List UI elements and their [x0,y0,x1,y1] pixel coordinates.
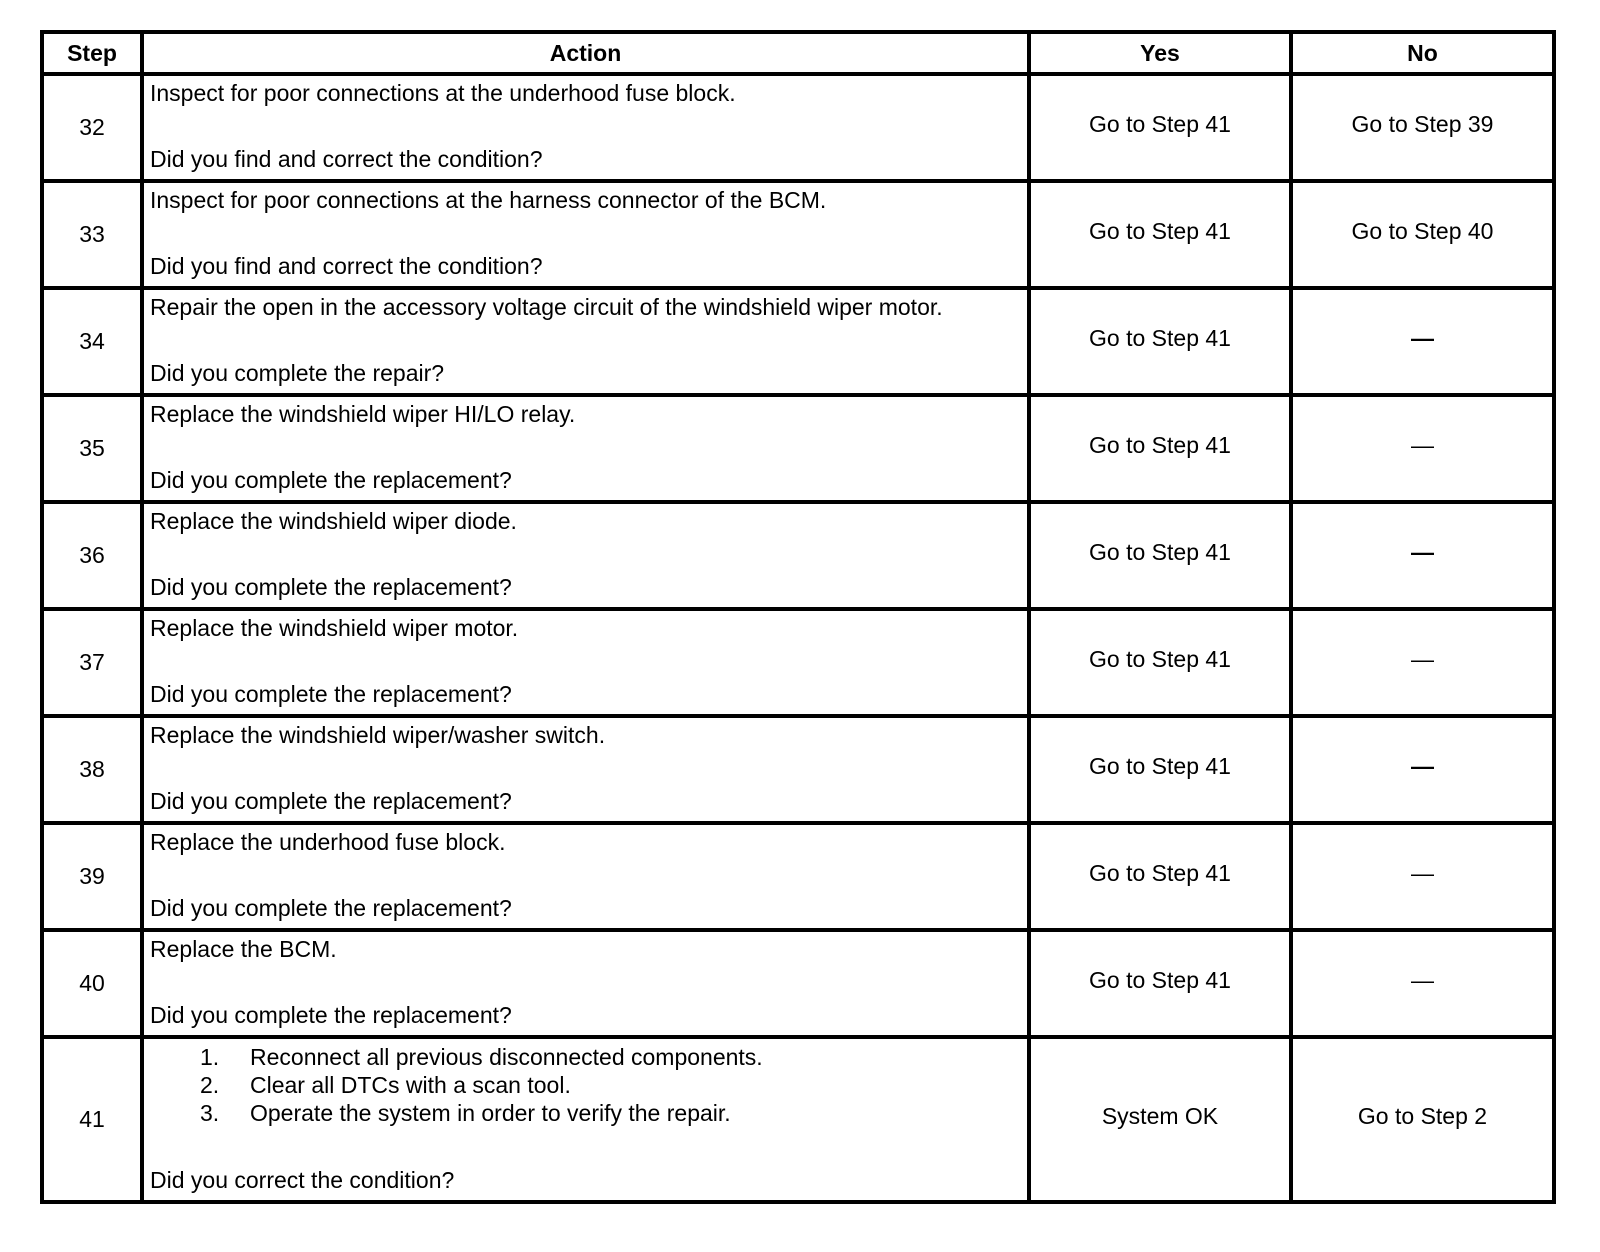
no-result-dash: — [1411,753,1434,779]
yes-result: Go to Step 41 [1089,432,1231,458]
no-cell [1291,716,1554,823]
yes-result: Go to Step 41 [1089,646,1231,672]
table-row-final [42,1037,1554,1202]
action-cell [142,502,1029,609]
instruction-text: Replace the windshield wiper diode. [150,508,517,534]
yes-cell [1029,502,1291,609]
numbered-steps-list [150,1043,1021,1127]
action-cell [142,823,1029,930]
no-result-dash: — [1411,860,1434,886]
yes-result: Go to Step 41 [1089,325,1231,351]
header-step: Step [42,32,142,74]
no-cell [1291,930,1554,1037]
question-text: Did you correct the condition? [150,1167,455,1193]
table-row [42,930,1554,1037]
table-row [42,502,1554,609]
no-result: Go to Step 39 [1351,111,1494,137]
no-cell [1291,1037,1554,1202]
no-result: Go to Step 2 [1357,1103,1488,1129]
instruction-text: Inspect for poor connections at the underhood fuse block. [150,80,736,106]
table-row [42,181,1554,288]
step-number: 40 [42,930,142,1037]
instruction-text: Inspect for poor connections at the harness connector of the BCM. [150,187,827,213]
list-item-text: Operate the system in order to verify the repair. [250,1100,731,1126]
question-text: Did you find and correct the condition? [150,253,543,279]
no-cell [1291,74,1554,181]
no-cell [1291,502,1554,609]
step-number: 35 [42,395,142,502]
action-cell [142,395,1029,502]
header-row [42,32,1554,74]
header-yes: Yes [1029,32,1291,74]
question-text: Did you complete the replacement? [150,574,512,600]
list-item [150,1043,1021,1071]
yes-cell [1029,181,1291,288]
list-item-number: 1. [200,1044,220,1070]
instruction-text: Replace the windshield wiper HI/LO relay. [150,401,576,427]
yes-cell [1029,609,1291,716]
no-result-dash: — [1411,967,1434,993]
question-text: Did you complete the replacement? [150,1002,512,1028]
yes-cell [1029,716,1291,823]
yes-result: Go to Step 41 [1089,967,1231,993]
no-result-dash: — [1411,646,1434,672]
table-row [42,823,1554,930]
no-cell [1291,609,1554,716]
table-row [42,716,1554,823]
yes-cell [1029,930,1291,1037]
step-number: 38 [42,716,142,823]
step-number: 33 [42,181,142,288]
yes-cell [1029,823,1291,930]
action-cell [142,74,1029,181]
instruction-text: Replace the underhood fuse block. [150,829,506,855]
no-result-dash: — [1411,432,1434,458]
step-number: 41 [42,1037,142,1202]
instruction-text: Repair the open in the accessory voltage circuit of the windshield wiper motor. [150,294,943,320]
no-cell [1291,288,1554,395]
action-cell [142,1037,1029,1202]
diagnostic-table [40,30,1556,1204]
no-result-dash: — [1411,539,1434,565]
step-number: 36 [42,502,142,609]
action-cell [142,609,1029,716]
table-row [42,288,1554,395]
action-cell [142,288,1029,395]
step-number: 37 [42,609,142,716]
table-row [42,395,1554,502]
yes-result: System OK [1101,1103,1219,1129]
no-cell [1291,181,1554,288]
question-text: Did you complete the repair? [150,360,445,386]
step-number: 39 [42,823,142,930]
no-cell [1291,823,1554,930]
question-text: Did you complete the replacement? [150,467,512,493]
yes-result: Go to Step 41 [1089,860,1231,886]
no-cell [1291,395,1554,502]
yes-result: Go to Step 41 [1089,218,1231,244]
action-cell [142,181,1029,288]
step-number: 34 [42,288,142,395]
instruction-text: Replace the BCM. [150,936,337,962]
question-text: Did you complete the replacement? [150,895,512,921]
yes-cell [1029,395,1291,502]
header-action: Action [142,32,1029,74]
question-text: Did you complete the replacement? [150,788,512,814]
instruction-text: Replace the windshield wiper motor. [150,615,519,641]
list-item-number: 3. [200,1100,220,1126]
yes-result: Go to Step 41 [1089,539,1231,565]
table-row [42,609,1554,716]
yes-cell [1029,1037,1291,1202]
action-cell [142,930,1029,1037]
table-row [42,74,1554,181]
yes-cell [1029,288,1291,395]
yes-result: Go to Step 41 [1089,111,1231,137]
no-result: Go to Step 40 [1351,218,1494,244]
no-result-dash: — [1411,325,1434,351]
header-no: No [1291,32,1554,74]
list-item-text: Reconnect all previous disconnected components. [250,1044,763,1070]
list-item [150,1071,1021,1099]
list-item-text: Clear all DTCs with a scan tool. [250,1072,571,1098]
yes-result: Go to Step 41 [1089,753,1231,779]
list-item-number: 2. [200,1072,220,1098]
step-number: 32 [42,74,142,181]
action-cell [142,716,1029,823]
question-text: Did you complete the replacement? [150,681,512,707]
question-text: Did you find and correct the condition? [150,146,543,172]
list-item [150,1099,1021,1127]
yes-cell [1029,74,1291,181]
instruction-text: Replace the windshield wiper/washer switch. [150,722,606,748]
